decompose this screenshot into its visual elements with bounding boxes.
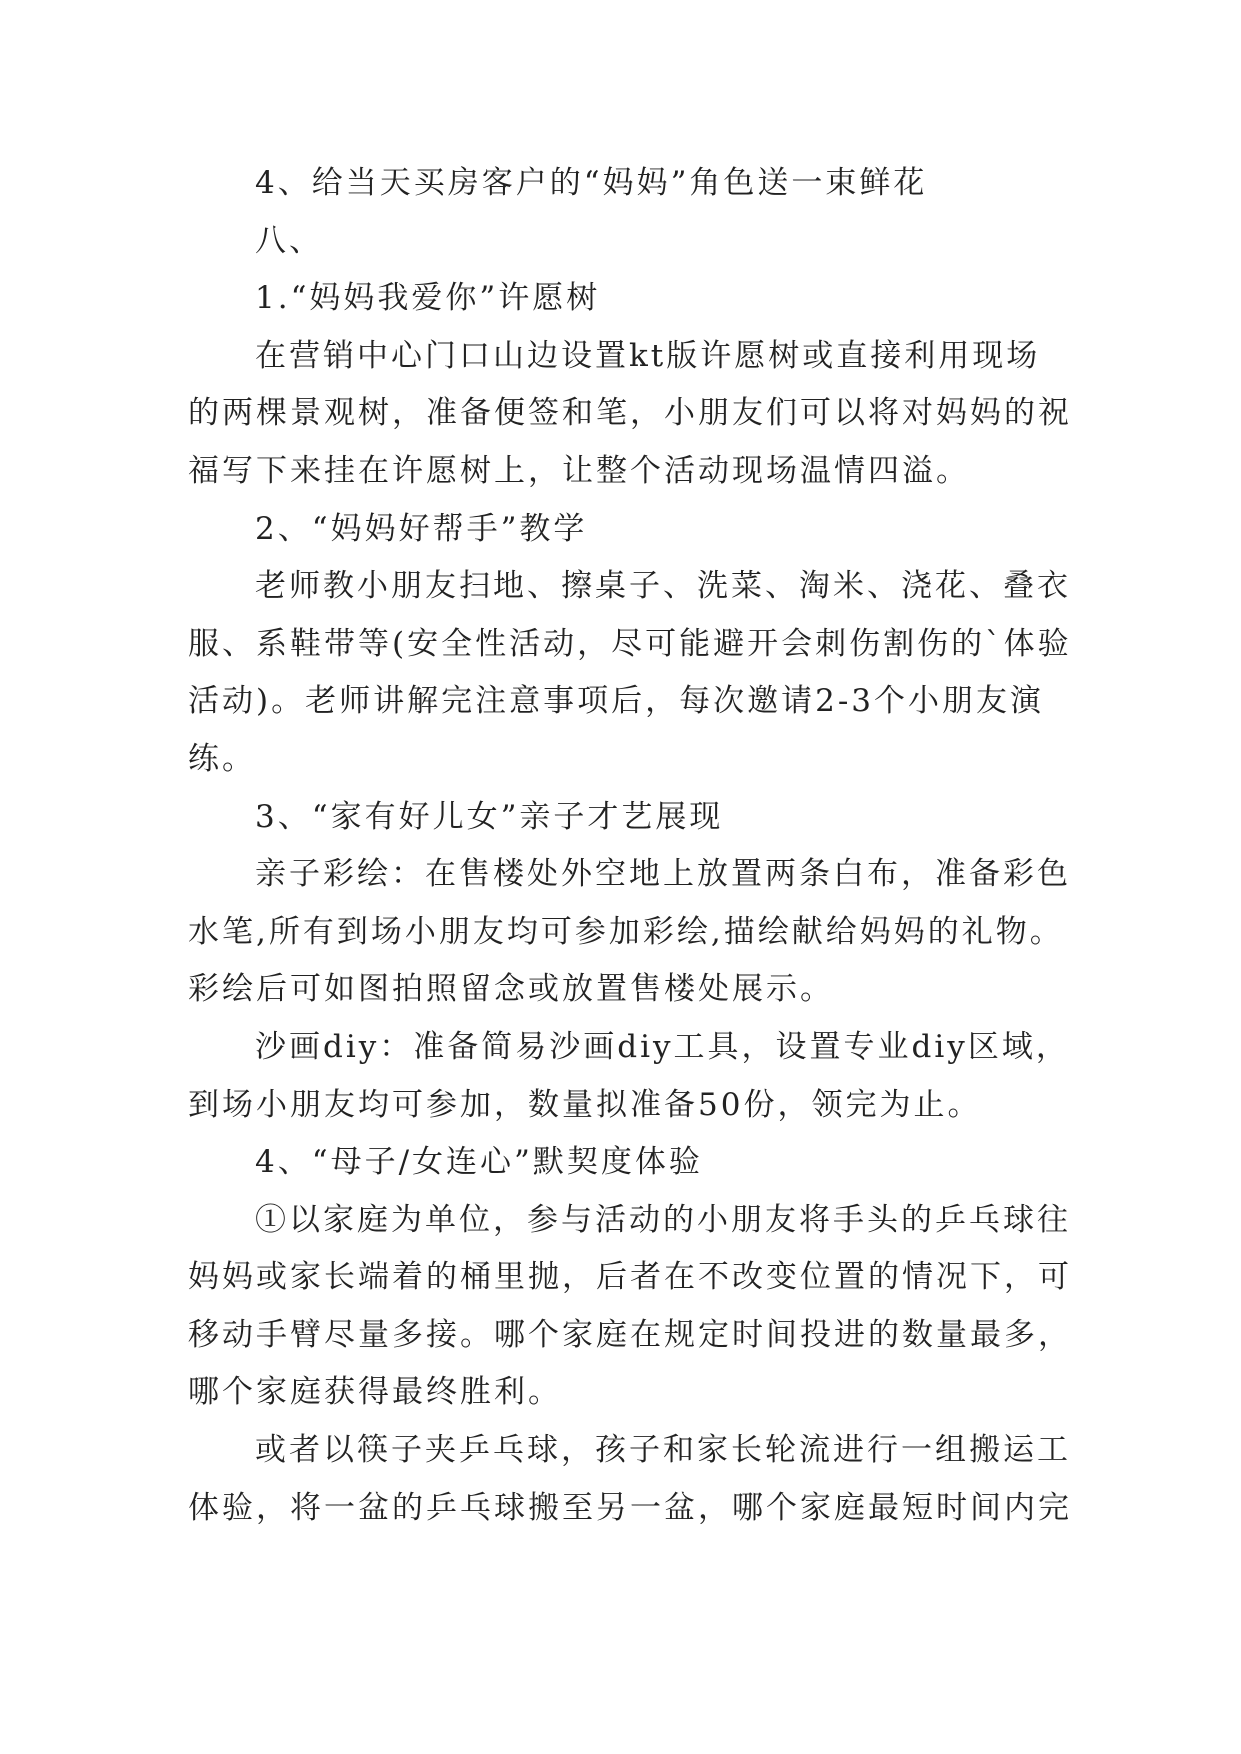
text-line: 妈妈或家长端着的桶里抛，后者在不改变位置的情况下，可 (188, 1259, 1072, 1296)
text-line: ①以家庭为单位，参与活动的小朋友将手头的乒乓球往 (255, 1201, 1071, 1238)
text-line: 4、给当天买房客户的“妈妈”角色送一束鲜花 (255, 165, 928, 201)
section-heading: 八、 (255, 222, 323, 259)
text-line: 亲子彩绘：在售楼处外空地上放置两条白布，准备彩色 (255, 856, 1071, 893)
text-line: 老师教小朋友扫地、擦桌子、洗菜、淘米、浇花、叠衣 (255, 568, 1071, 605)
document-body (188, 155, 1072, 1537)
text-line: 彩绘后可如图拍照留念或放置售楼处展示。 (188, 971, 834, 1008)
text-line: 沙画diy：准备简易沙画diy工具，设置专业diy区域， (255, 1028, 1070, 1065)
text-line: 到场小朋友均可参加，数量拟准备50份，领完为止。 (188, 1086, 982, 1123)
item-heading: 4、“母子/女连心”默契度体验 (255, 1144, 703, 1181)
item-heading: 3、“家有好儿女”亲子才艺展现 (255, 798, 724, 835)
text-line: 在营销中心门口山边设置kt版许愿树或直接利用现场 (255, 337, 1041, 374)
text-line: 练。 (188, 740, 256, 777)
item-heading: 1.“妈妈我爱你”许愿树 (255, 280, 601, 317)
item-heading: 2、“妈妈好帮手”教学 (255, 510, 588, 547)
text-line: 移动手臂尽量多接。哪个家庭在规定时间投进的数量最多， (188, 1316, 1072, 1353)
text-line: 水笔,所有到场小朋友均可参加彩绘,描绘献给妈妈的礼物。 (188, 913, 1064, 950)
text-line: 福写下来挂在许愿树上，让整个活动现场温情四溢。 (188, 452, 970, 489)
text-line: 哪个家庭获得最终胜利。 (188, 1374, 562, 1411)
text-line: 或者以筷子夹乒乓球，孩子和家长轮流进行一组搬运工 (255, 1432, 1071, 1469)
text-line: 服、系鞋带等(安全性活动，尽可能避开会刺伤割伤的`体验 (188, 625, 1072, 662)
text-line: 活动)。老师讲解完注意事项后，每次邀请2-3个小朋友演 (188, 683, 1045, 720)
text-line: 的两棵景观树，准备便签和笔，小朋友们可以将对妈妈的祝 (188, 395, 1072, 432)
text-line: 体验，将一盆的乒乓球搬至另一盆，哪个家庭最短时间内完 (188, 1489, 1072, 1526)
